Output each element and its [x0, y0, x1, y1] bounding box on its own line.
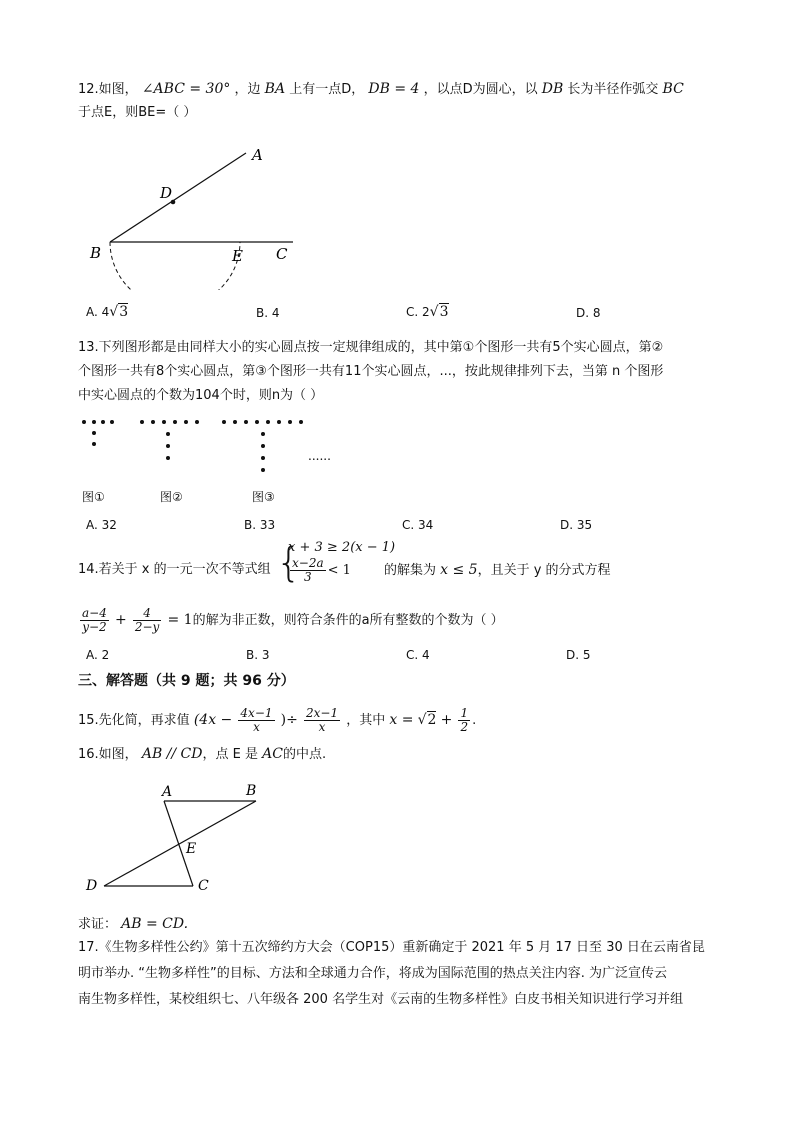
- q14-option-d: D. 5: [566, 648, 591, 662]
- q12-line2: 于点E，则BE=（ ）: [78, 105, 197, 120]
- label-b: B: [90, 244, 102, 262]
- label-e: E: [232, 247, 243, 265]
- q12-option-b: B. 4: [256, 306, 280, 320]
- label-d: D: [160, 184, 173, 202]
- q16-prove: 求证： AB = CD.: [78, 916, 189, 932]
- q13-figure: [76, 412, 346, 512]
- q14-option-a: A. 2: [86, 648, 110, 662]
- q13-line1: 13.下列图形都是由同样大小的实心圆点按一定规律组成的，其中第①个图形一共有5个实心圆点，第②: [78, 340, 664, 355]
- q13-option-a: A. 32: [86, 518, 117, 532]
- q12-option-d: D. 8: [576, 306, 601, 320]
- q13-option-c: C. 34: [402, 518, 434, 532]
- q14-system: x + 3 ≥ 2(x − 1) $\frac{x-2a}{3}$ < 1: [288, 540, 396, 584]
- q14-brace: {: [276, 540, 302, 586]
- q12-option-c: C. 2√3: [406, 304, 449, 320]
- label-c: C: [276, 245, 288, 263]
- q13-option-d: D. 35: [560, 518, 593, 532]
- q14-prefix: 14.若关于 x 的一元一次不等式组: [78, 562, 271, 577]
- q14-line2: $\frac{a-4}{y-2}$ + $\frac{4}{2-y}$ = 1的解为非正数，则符合条件的a所有整数的个数为（ ）: [82, 606, 504, 634]
- q13-fig-label-3: 图③: [252, 490, 275, 504]
- label-c: C: [198, 878, 209, 894]
- q12-figure: [80, 140, 320, 290]
- q16-line: 16.如图， AB // CD，点 E 是 AC的中点.: [78, 746, 327, 762]
- label-a: A: [162, 784, 173, 800]
- label-b: B: [246, 783, 257, 799]
- q16-figure: [80, 778, 280, 898]
- q13-ellipsis: ......: [308, 449, 331, 463]
- q13-fig-label-2: 图②: [160, 490, 183, 504]
- q17-line1: 17.《生物多样性公约》第十五次缔约方大会（COP15）重新确定于 2021 年 5 月 17 日至 30 日在云南省昆: [78, 940, 705, 955]
- angle-abc: ∠ABC = 30°: [141, 81, 231, 97]
- q14-option-c: C. 4: [406, 648, 430, 662]
- q14-mid: 的解集为 x ≤ 5，且关于 y 的分式方程: [384, 562, 611, 578]
- q14-option-b: B. 3: [246, 648, 270, 662]
- q17-line3: 南生物多样性，某校组织七、八年级各 200 名学生对《云南的生物多样性》白皮书相关知识进行学习并组: [78, 992, 684, 1007]
- label-e: E: [186, 841, 197, 857]
- q13-line2: 个图形一共有8个实心圆点，第③个图形一共有11个实心圆点，...，按此规律排列下去，当第 n 个图形: [78, 364, 664, 379]
- label-a: A: [252, 146, 263, 164]
- q12-line1: 12.如图， ∠ABC = 30° ，边 BA 上有一点D， DB = 4 ，以点D为圆心，以 DB 长为半径作弧交 BC: [78, 81, 684, 97]
- section-title: 三、解答题（共 9 题；共 96 分）: [78, 673, 295, 689]
- q15-line: 15.先化简，再求值 (4x − $\frac{4x-1}{x}$ )÷ $\frac{2x-1}{x}$ ，其中 x = √2 + $\frac{1}{2}$ .: [78, 706, 477, 734]
- q12-option-a: A. 4√3: [86, 304, 129, 320]
- q13-line3: 中实心圆点的个数为104个时，则n为（ ）: [78, 388, 324, 403]
- q17-line2: 明市举办. “生物多样性”的目标、方法和全球通力合作，将成为国际范围的热点关注内容. 为广泛宣传云: [78, 966, 667, 981]
- q13-fig-label-1: 图①: [82, 490, 105, 504]
- label-d: D: [86, 878, 98, 894]
- q13-option-b: B. 33: [244, 518, 276, 532]
